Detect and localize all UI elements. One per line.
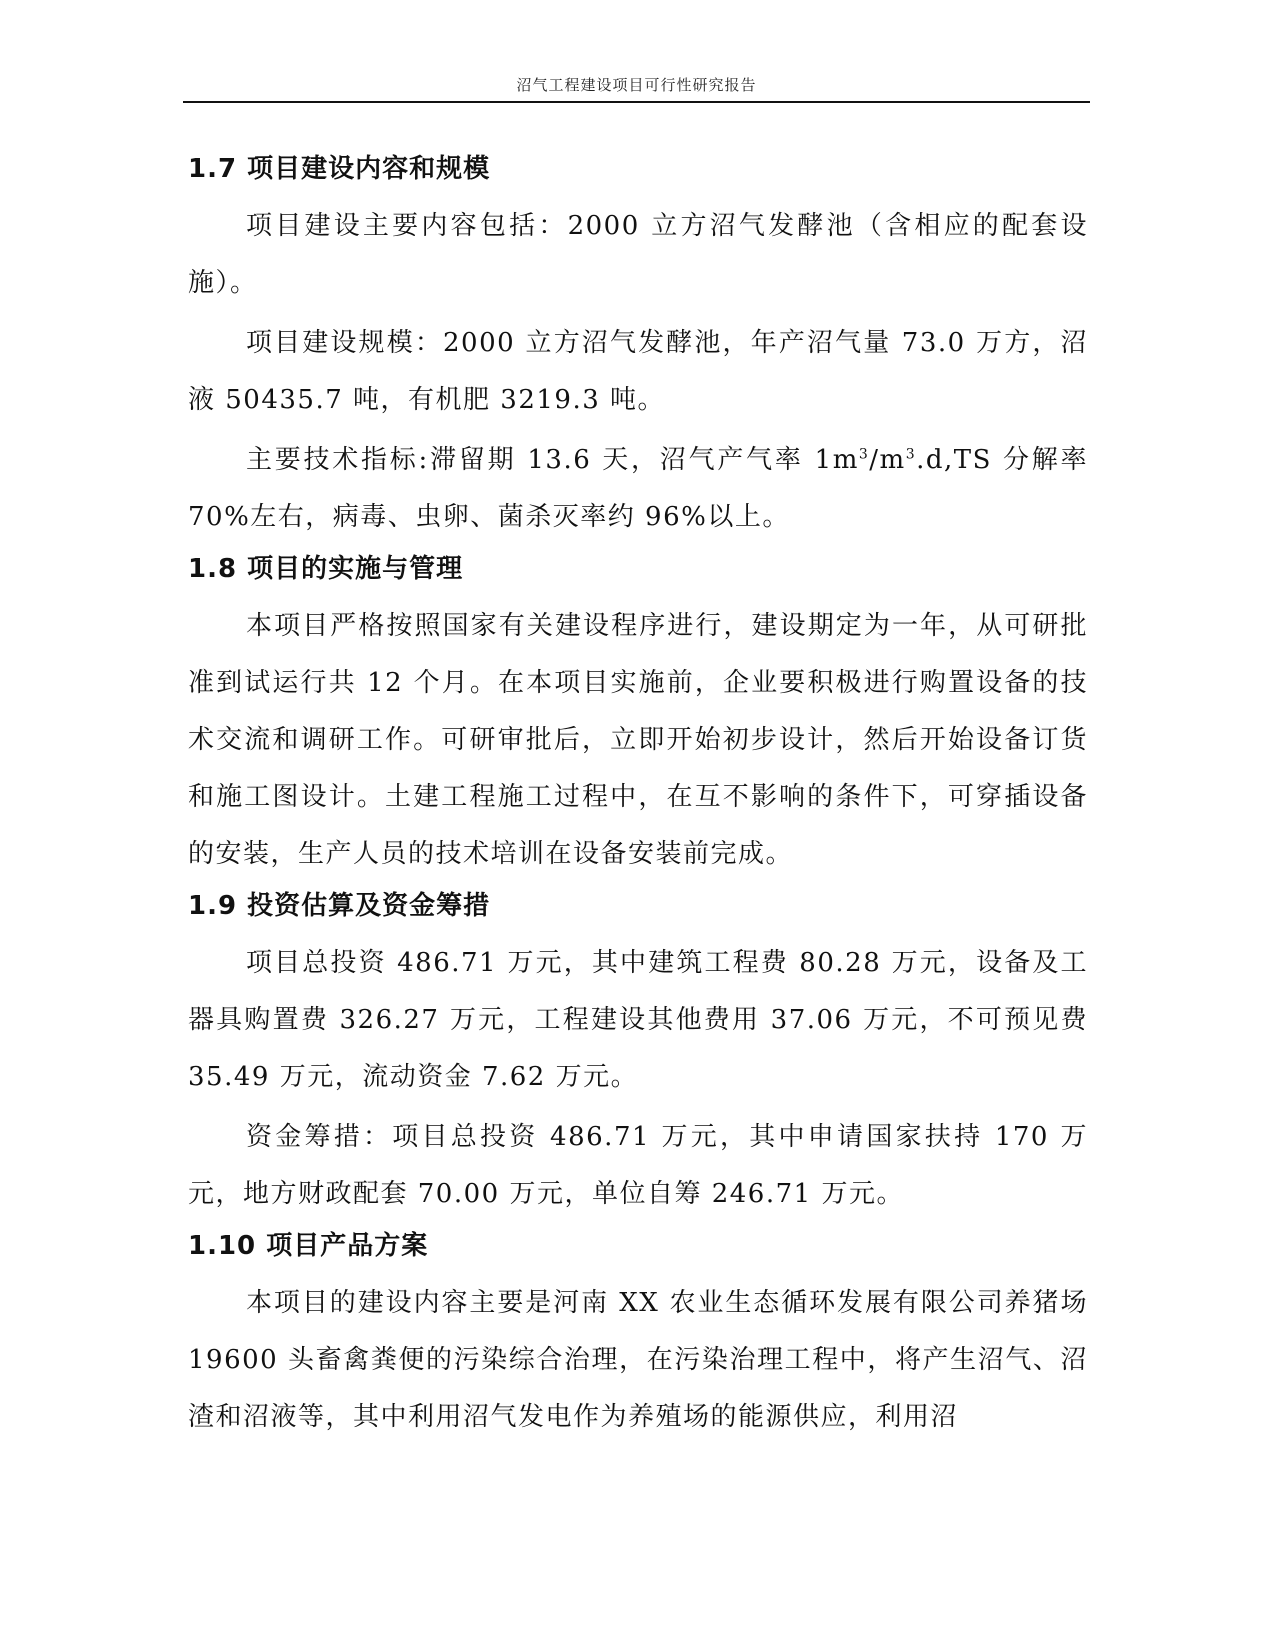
section-heading-1-8: 1.8 项目的实施与管理	[188, 554, 464, 584]
paragraph: 本项目的建设内容主要是河南 XX 农业生态循环发展有限公司养猪场 19600 头畜禽粪便的污染综合治理，在污染治理工程中，将产生沼气、沼渣和沼液等，其中利用沼气发电作为养殖场的能源供应，利用沼	[188, 1288, 1088, 1432]
superscript: 3	[858, 446, 870, 463]
superscript: 3	[905, 446, 917, 463]
paragraph: 资金筹措：项目总投资 486.71 万元，其中申请国家扶持 170 万元，地方财政配套 70.00 万元，单位自筹 246.71 万元。	[188, 1122, 1088, 1209]
paragraph: 项目总投资 486.71 万元，其中建筑工程费 80.28 万元，设备及工器具购置费 326.27 万元，工程建设其他费用 37.06 万元，不可预见费 35.49 万元，流动资金 7.62 万元。	[188, 948, 1088, 1092]
section-heading-1-7: 1.7 项目建设内容和规模	[188, 154, 491, 184]
text-run: .d,TS 分解率 70%左右，病毒、虫卵、菌杀灭率约 96%以上。	[188, 445, 1088, 532]
paragraph-tech-indicators	[188, 432, 1088, 546]
text-run: /m	[869, 445, 906, 475]
running-header: 沼气工程建设项目可行性研究报告	[516, 76, 757, 94]
section-heading-1-10: 1.10 项目产品方案	[188, 1231, 429, 1261]
paragraph: 项目建设主要内容包括：2000 立方沼气发酵池（含相应的配套设施）。	[188, 211, 1088, 298]
document-body	[188, 150, 1088, 1449]
section-heading-1-9: 1.9 投资估算及资金筹措	[188, 891, 491, 921]
paragraph: 项目建设规模：2000 立方沼气发酵池，年产沼气量 73.0 万方，沼液 50435.7 吨，有机肥 3219.3 吨。	[188, 328, 1088, 415]
paragraph: 本项目严格按照国家有关建设程序进行，建设期定为一年，从可研批准到试运行共 12 个月。在本项目实施前，企业要积极进行购置设备的技术交流和调研工作。可研审批后，立即开始初步设计，然后开始设备订货和施工图设计。土建工程施工过程中，在互不影响的条件下，可穿插设备的安装，生产人员的技术培训在设备安装前完成。	[188, 611, 1088, 869]
text-run: 主要技术指标:滞留期 13.6 天，沼气产气率 1m	[246, 445, 859, 475]
header-rule	[183, 101, 1090, 103]
